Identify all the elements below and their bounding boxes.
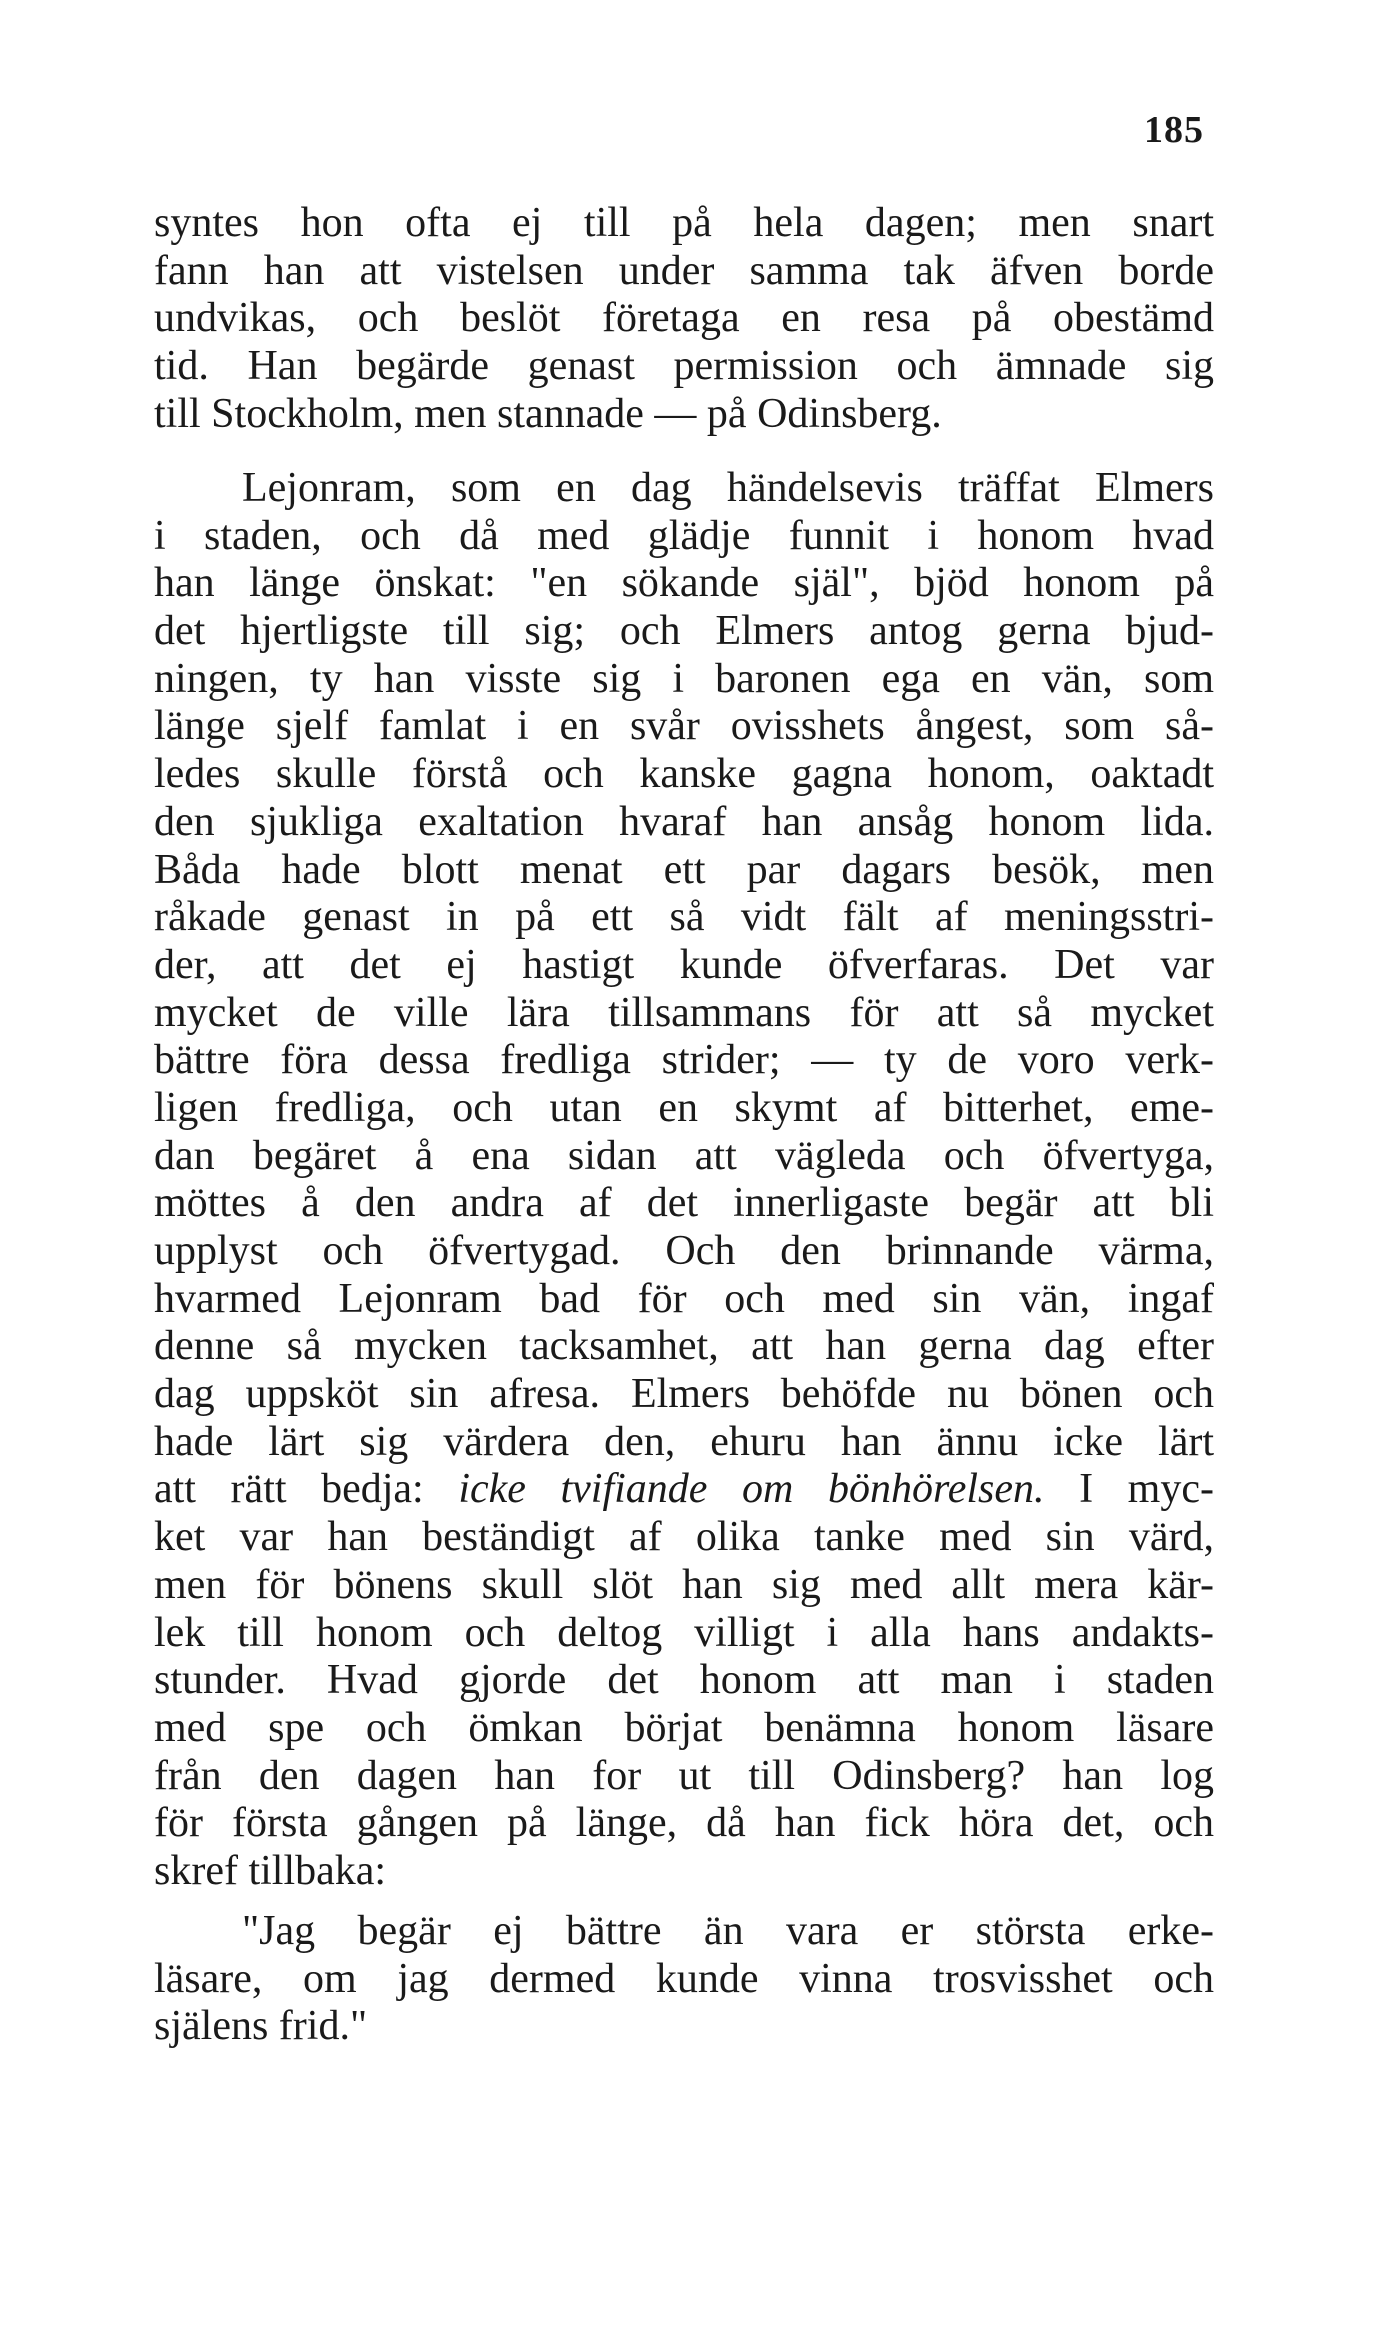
text-line: ningen, ty han visste sig i baronen ega en vän, som — [154, 655, 1214, 702]
text-span: I myc- — [1044, 1466, 1214, 1513]
text-line: dag uppsköt sin afresa. Elmers behöfde nu bönen och — [154, 1371, 1214, 1418]
text-line: ligen fredliga, och utan en skymt af bitterhet, eme- — [154, 1084, 1214, 1131]
text-span: att rätt bedja: — [154, 1466, 459, 1513]
text-line: fann han att vistelsen under samma tak äfven borde — [154, 247, 1214, 294]
text-line: med spe och ömkan börjat benämna honom läsare — [154, 1704, 1214, 1751]
text-line: hvarmed Lejonram bad för och med sin vän, ingaf — [154, 1275, 1214, 1322]
text-line: stunder. Hvad gjorde det honom att man i staden — [154, 1657, 1214, 1704]
text-line: möttes å den andra af det innerligaste begär att bli — [154, 1180, 1214, 1227]
text-line: Båda hade blott menat ett par dagars besök, men — [154, 846, 1214, 893]
text-line: läsare, om jag dermed kunde vinna trosvisshet och — [154, 1955, 1214, 2002]
text-line: till Stockholm, men stannade — på Odinsberg. — [154, 390, 942, 437]
text-line: han länge önskat: "en sökande själ", bjöd honom på — [154, 560, 1214, 607]
text-line: ket var han beständigt af olika tanke med sin värd, — [154, 1514, 1214, 1561]
text-line: tid. Han begärde genast permission och ämnade sig — [154, 343, 1214, 390]
text-line: ledes skulle förstå och kanske gagna honom, oaktadt — [154, 751, 1214, 798]
page-number: 185 — [1144, 109, 1204, 151]
paragraph-2 — [154, 465, 1214, 1896]
text-line: för första gången på länge, då han fick höra det, och — [154, 1800, 1214, 1847]
text-line-with-italic — [154, 1466, 1214, 1514]
text-line: i staden, och då med glädje funnit i honom hvad — [154, 512, 1214, 559]
text-line: råkade genast in på ett så vidt fält af meningsstri- — [154, 894, 1214, 941]
text-line: mycket de ville lära tillsammans för att så mycket — [154, 989, 1214, 1036]
text-line: länge sjelf famlat i en svår ovisshets ångest, som så- — [154, 703, 1214, 750]
text-line: hade lärt sig värdera den, ehuru han ännu icke lärt — [154, 1418, 1214, 1465]
paragraph-1 — [154, 200, 1214, 438]
text-line: dan begäret å ena sidan att vägleda och öfvertyga, — [154, 1132, 1214, 1179]
text-line: själens frid." — [154, 2003, 368, 2050]
text-line: lek till honom och deltog villigt i alla hans andakts- — [154, 1609, 1214, 1656]
text-line: från den dagen han for ut till Odinsberg? han log — [154, 1752, 1214, 1799]
text-line: syntes hon ofta ej till på hela dagen; men snart — [154, 200, 1214, 246]
text-line: upplyst och öfvertygad. Och den brinnande värma, — [154, 1228, 1214, 1274]
text-line: skref tillbaka: — [154, 1847, 387, 1894]
text-line: der, att det ej hastigt kunde öfverfaras. Det var — [154, 941, 1214, 988]
text-line: "Jag begär ej bättre än vara er största erke- — [242, 1908, 1214, 1954]
text-line: denne så mycken tacksamhet, att han gerna dag efter — [154, 1323, 1214, 1370]
text-line: den sjukliga exaltation hvaraf han ansåg honom lida. — [154, 798, 1214, 845]
text-line: bättre föra dessa fredliga strider; — ty de voro verk- — [154, 1037, 1214, 1084]
text-line: Lejonram, som en dag händelsevis träffat Elmers — [242, 465, 1214, 511]
paragraph-3-quote — [154, 1908, 1214, 2051]
text-line: undvikas, och beslöt företaga en resa på obestämd — [154, 295, 1214, 342]
text-line: det hjertligste till sig; och Elmers antog gerna bjud- — [154, 608, 1214, 655]
italic-phrase: icke tvifiande om bönhörelsen. — [458, 1466, 1045, 1513]
text-line: men för bönens skull slöt han sig med allt mera kär- — [154, 1561, 1214, 1608]
